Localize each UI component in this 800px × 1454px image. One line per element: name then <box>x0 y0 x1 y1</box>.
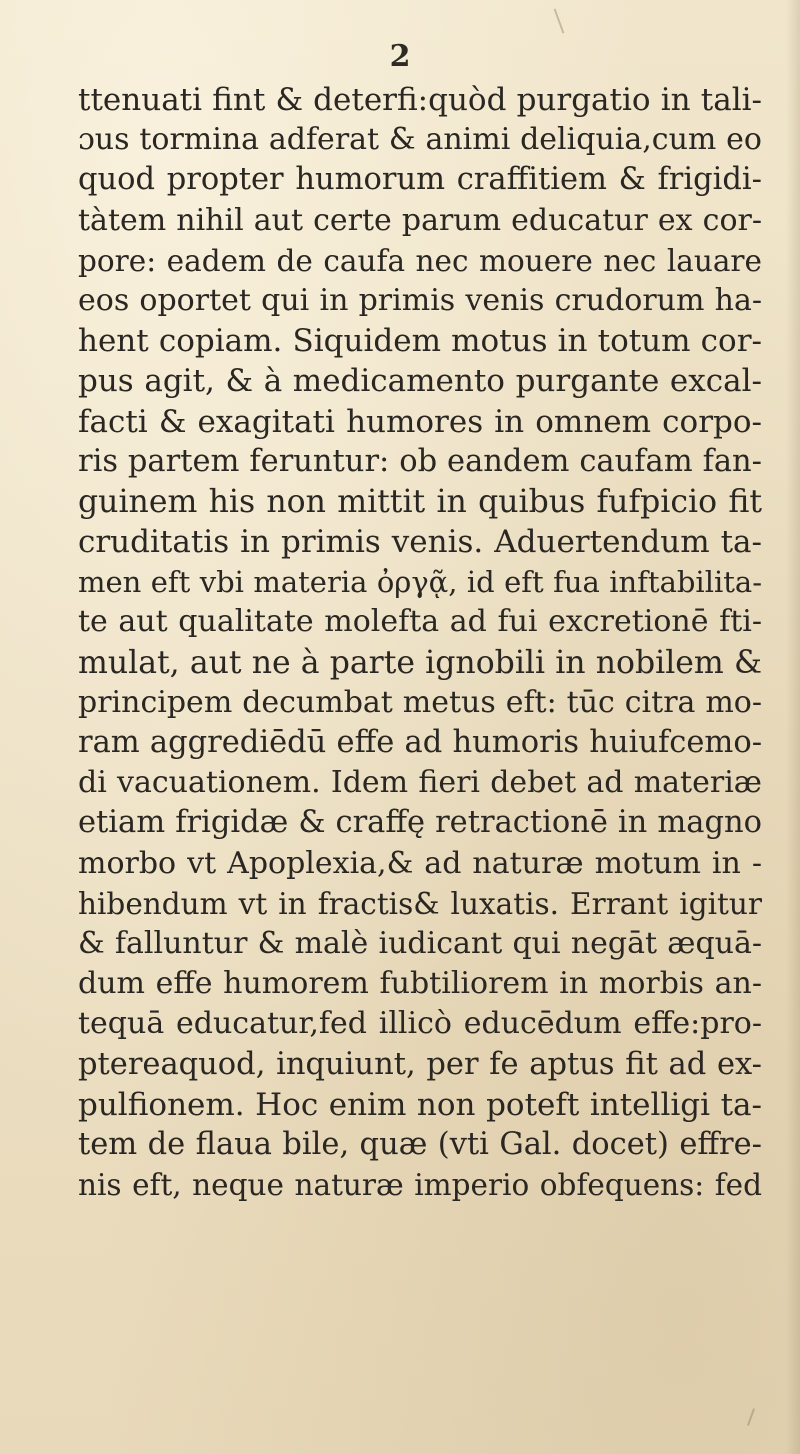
text-line: tem de flaua bile, quæ (vti Gal. docet) effre- <box>78 1126 762 1162</box>
text-line: tequā educatur,fed illicò educēdum effe:pro- <box>78 1006 762 1042</box>
text-line: dum effe humorem fubtiliorem in morbis an- <box>78 966 762 1002</box>
text-line: di vacuationem. Idem fieri debet ad materiæ <box>78 765 762 801</box>
text-line: hent copiam. Siquidem motus in totum cor- <box>78 323 762 360</box>
text-line: men eft vbi materia ὀργᾷ, id eft fua inftabilita- <box>78 565 762 600</box>
text-line: morbo vt Apoplexia,& ad naturæ motum in - <box>78 845 762 881</box>
text-line: nis eft, neque naturæ imperio obfequens: fed <box>78 1168 762 1203</box>
text-line: tàtem nihil aut certe parum educatur ex cor- <box>78 202 762 238</box>
text-line: hibendum vt in fractis& luxatis. Errant igitur <box>78 886 762 921</box>
text-line: & falluntur & malè iudicant qui negāt æquā- <box>78 925 762 961</box>
text-line: ttenuati fint & deterfi:quòd purgatio in tali- <box>78 82 762 118</box>
text-line: facti & exagitati humores in omnem corpo- <box>78 403 762 440</box>
ink-mark-bottom <box>747 1408 755 1426</box>
text-line: ram aggrediēdū effe ad humoris huiufcemo- <box>78 725 762 760</box>
text-line: pus agit, & à medicamento purgante excal- <box>78 363 762 400</box>
ink-mark-top <box>554 8 565 33</box>
text-line: ɔus tormina adferat & animi deliquia,cum eo <box>78 122 762 158</box>
text-line: eos oportet qui in primis venis crudorum ha- <box>78 282 762 318</box>
text-line: principem decumbat metus eft: tūc citra mo- <box>78 684 762 720</box>
page-number: 2 <box>389 39 411 74</box>
text-line: ptereaquod, inquiunt, per fe aptus fit ad ex- <box>78 1046 762 1082</box>
text-line: ris partem feruntur: ob eandem caufam fan- <box>78 443 762 479</box>
page-edge-shadow <box>786 0 800 1454</box>
text-line: te aut qualitate molefta ad fui excretionē fti- <box>78 604 762 640</box>
text-line: mulat, aut ne à parte ignobili in nobilem & <box>78 644 762 681</box>
text-line: cruditatis in primis venis. Aduertendum ta- <box>78 524 762 561</box>
text-line: etiam frigidæ & craffę retractionē in magno <box>78 805 762 841</box>
text-line: quod propter humorum craffitiem & frigidi- <box>78 162 762 198</box>
text-line: pore: eadem de caufa nec mouere nec lauare <box>78 243 762 278</box>
text-line: pulfionem. Hoc enim non poteft intelligi ta- <box>78 1086 762 1123</box>
text-line: guinem his non mittit in quibus fufpicio fit <box>78 483 762 520</box>
body-text <box>78 80 762 1205</box>
